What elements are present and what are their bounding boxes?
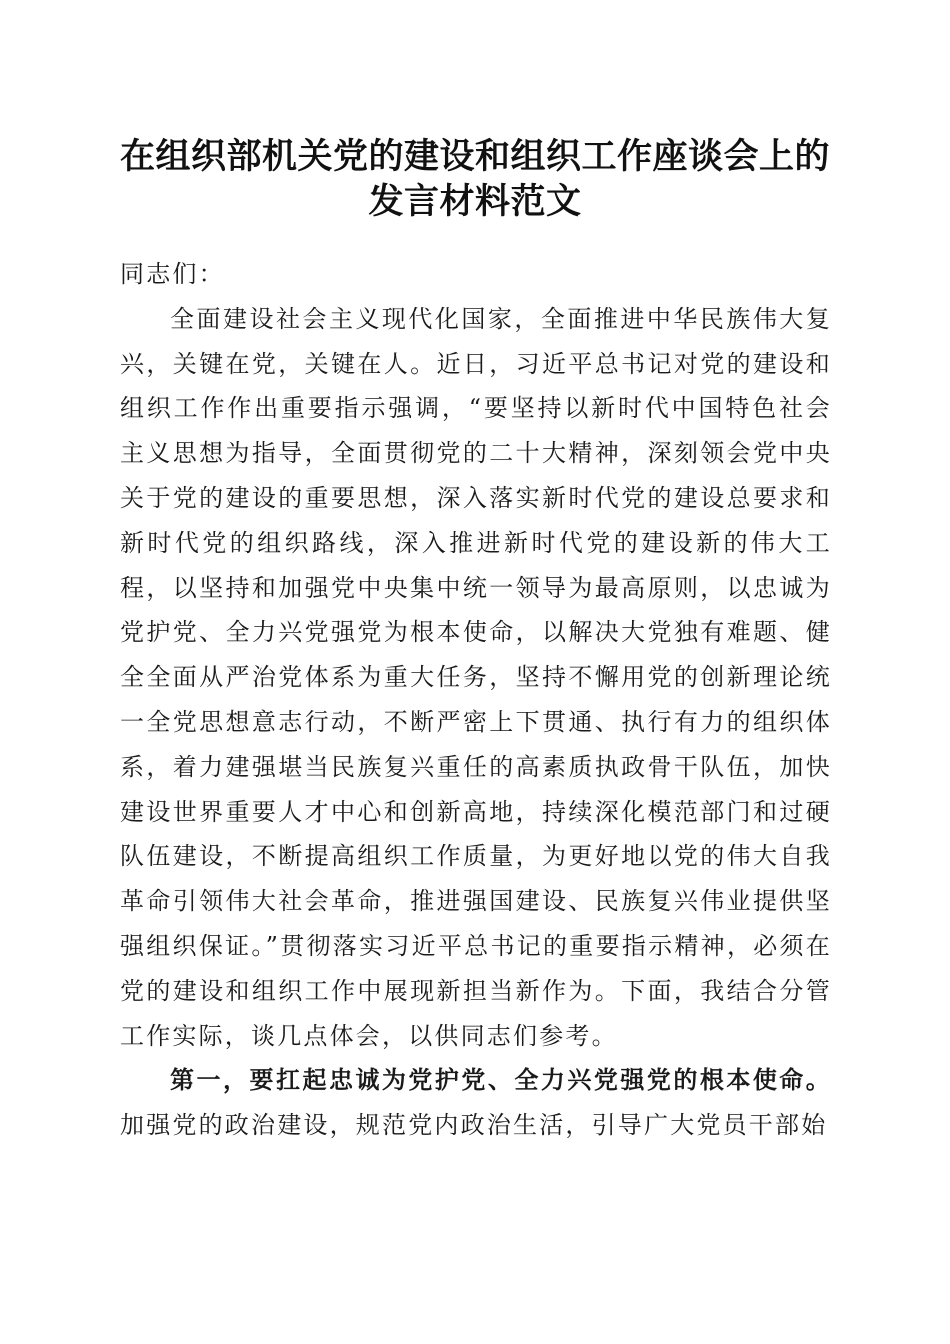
paragraph-2 <box>120 1058 832 1148</box>
document-title <box>60 134 890 224</box>
paragraph-1: 全面建设社会主义现代化国家，全面推进中华民族伟大复兴，关键在党，关键在人。近日，习近平总书记对党的建设和组织工作作出重要指示强调，“要坚持以新时代中国特色社会主义思想为指导，全面贯彻党的二十大精神，深刻领会党中央关于党的建设的重要思想，深入落实新时代党的建设总要求和新时代党的组织路线，深入推进新时代党的建设新的伟大工程，以坚持和加强党中央集中统一领导为最高原则，以忠诚为党护党、全力兴党强党为根本使命，以解决大党独有难题、健全全面从严治党体系为重大任务，坚持不懈用党的创新理论统一全党思想意志行动，不断严密上下贯通、执行有力的组织体系，着力建强堪当民族复兴重任的高素质执政骨干队伍，加快建设世界重要人才中心和创新高地，持续深化模范部门和过硬队伍建设，不断提高组织工作质量，为更好地以党的伟大自我革命引领伟大社会革命，推进强国建设、民族复兴伟业提供坚强组织保证。”贯彻落实习近平总书记的重要指示精神，必须在党的建设和组织工作中展现新担当新作为。下面，我结合分管工作实际，谈几点体会，以供同志们参考。 <box>120 304 832 1050</box>
title-line-2: 发言材料范文 <box>368 181 582 222</box>
title-line-1: 在组织部机关党的建设和组织工作座谈会上的 <box>119 136 830 177</box>
salutation: 同志们： <box>120 260 225 288</box>
paragraph-2-text: 加强党的政治建设，规范党内政治生活，引导广大党员干部始 <box>120 1111 828 1140</box>
paragraph-2-heading: 第一，要扛起忠诚为党护党、全力兴党强党的根本使命。 <box>170 1065 832 1095</box>
document-body <box>120 252 832 1148</box>
